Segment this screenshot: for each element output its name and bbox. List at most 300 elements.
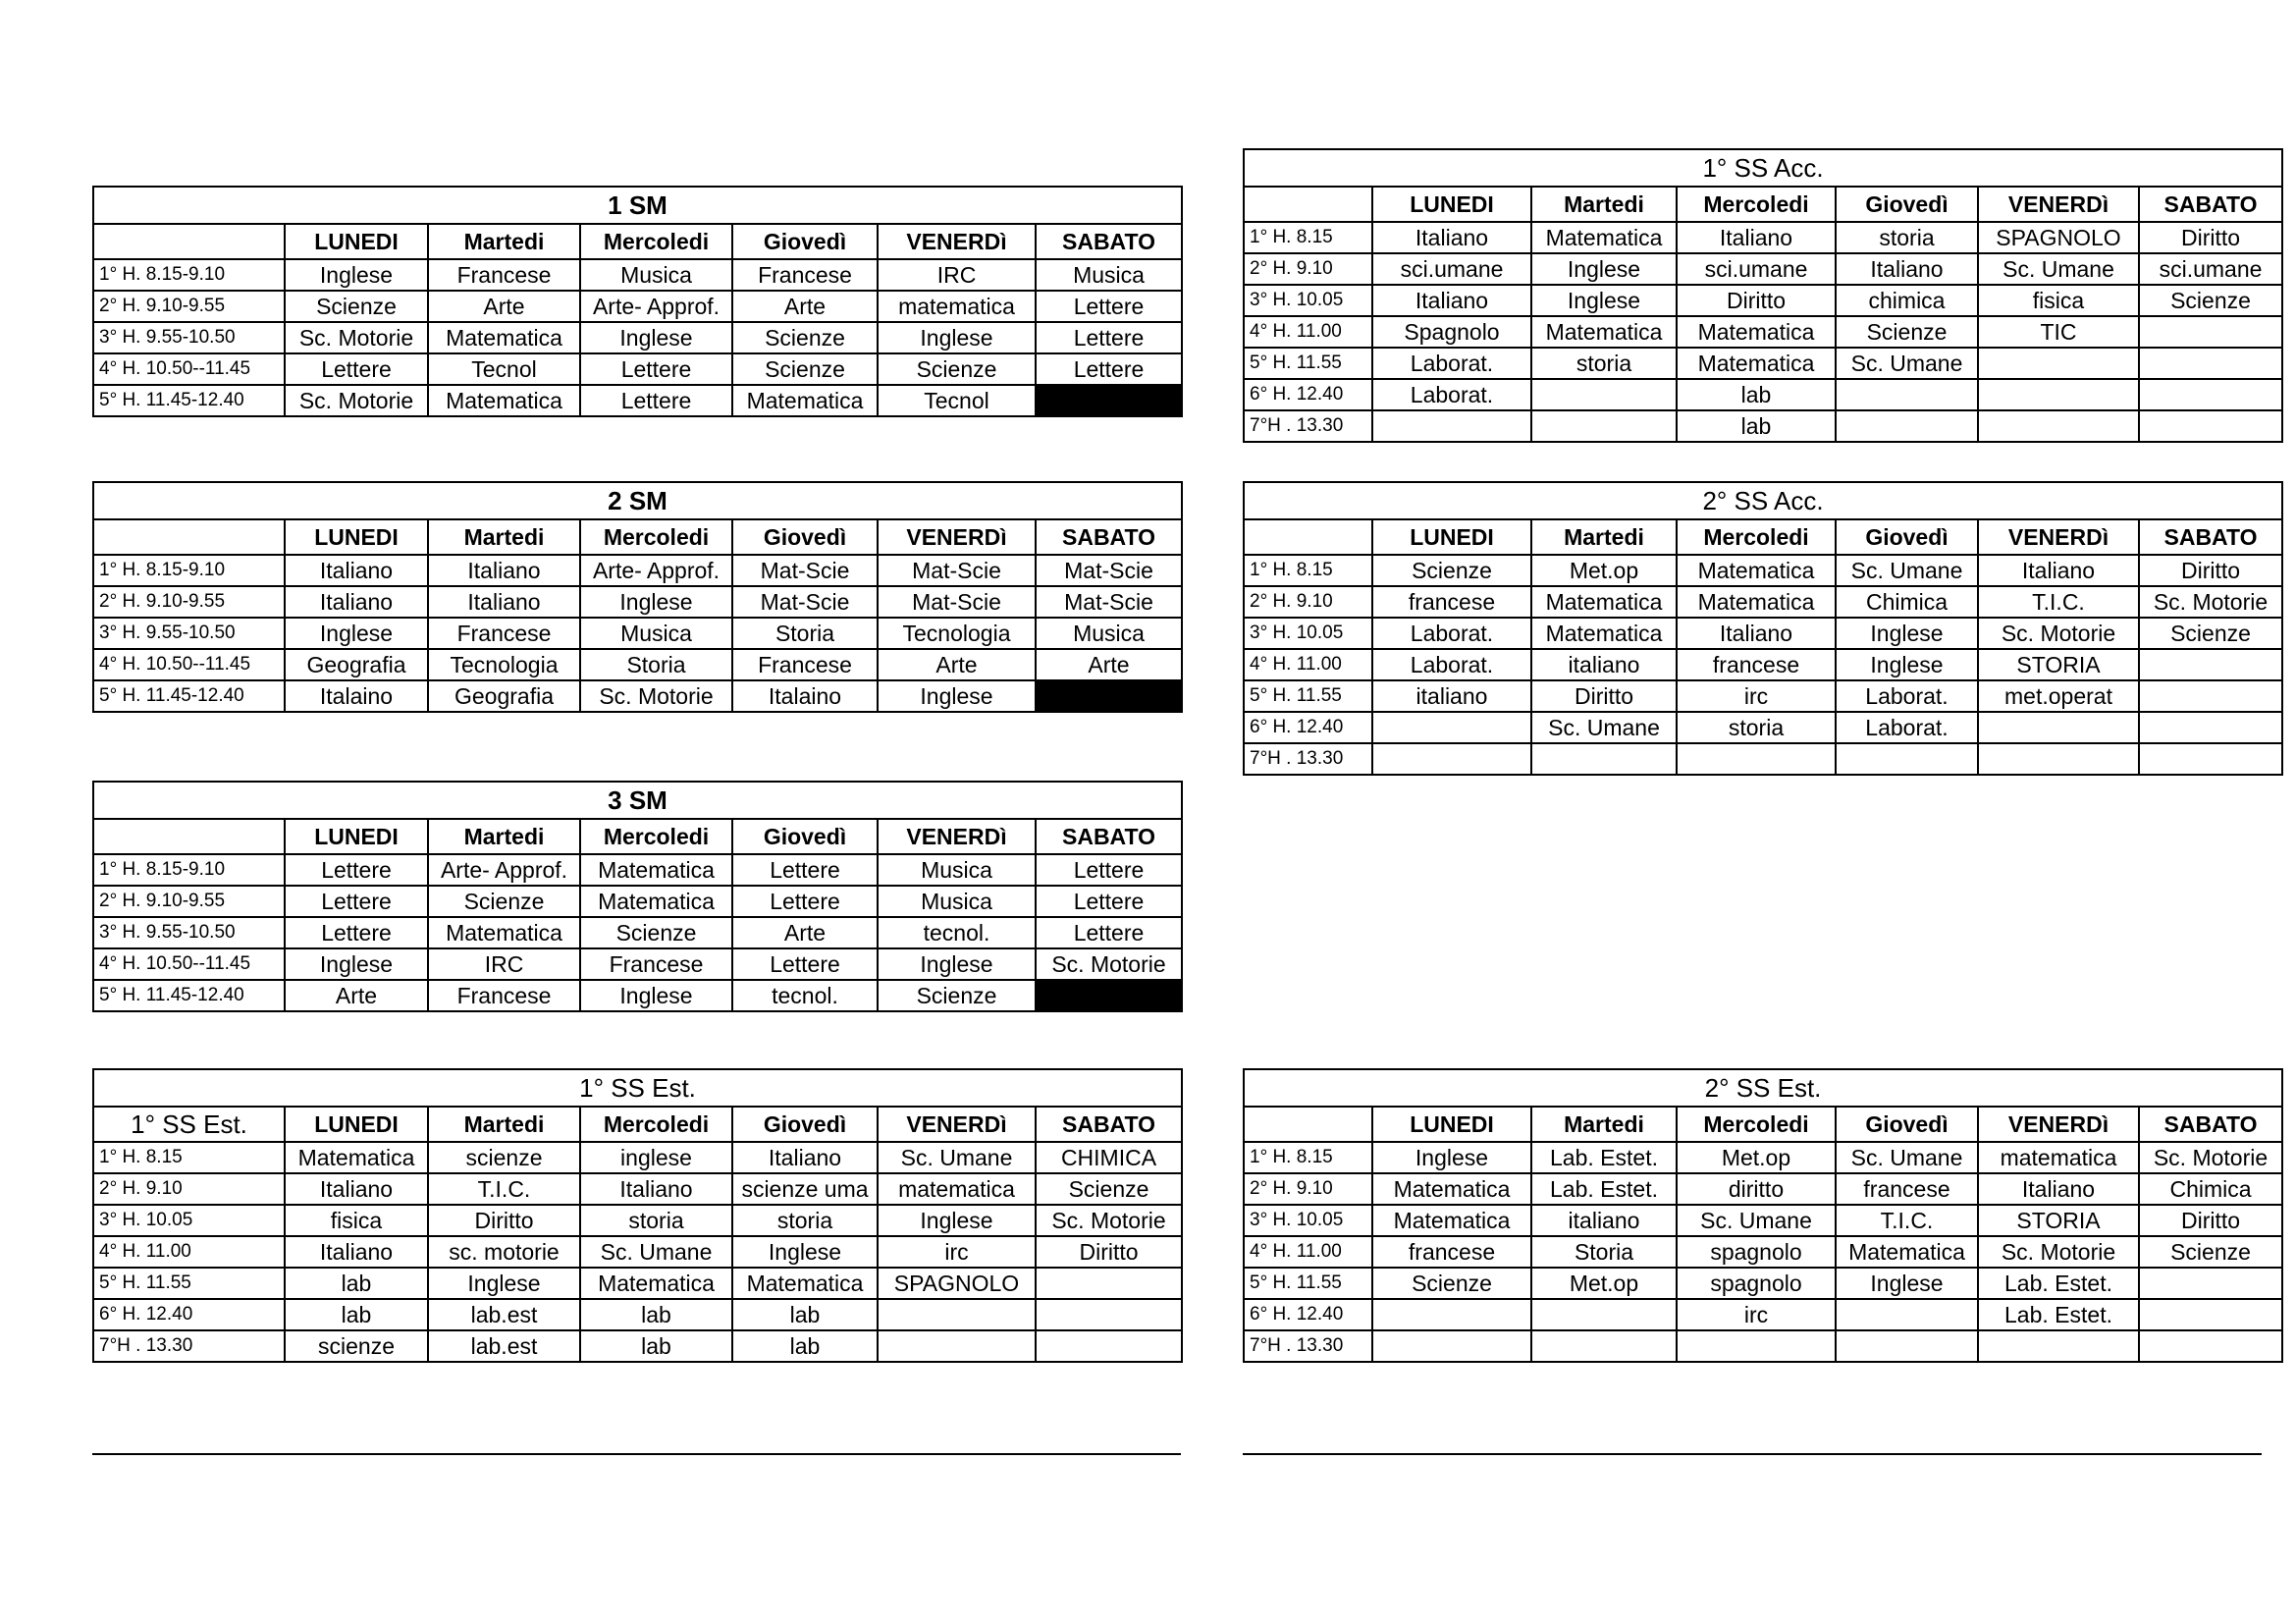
header-corner [1244, 519, 1372, 555]
hour-label: 6° H. 12.40 [1244, 379, 1372, 410]
subject-cell [1978, 712, 2139, 743]
subject-cell: Lettere [732, 948, 878, 980]
bottom-rule-left [92, 1453, 1181, 1455]
subject-cell: Mat-Scie [878, 586, 1036, 618]
subject-cell [1978, 1330, 2139, 1362]
subject-cell [1531, 1330, 1677, 1362]
subject-cell: Musica [878, 854, 1036, 886]
title-row [93, 482, 1182, 519]
table-row [93, 618, 1182, 649]
subject-cell: storia [580, 1205, 732, 1236]
subject-cell: Inglese [428, 1268, 580, 1299]
subject-cell: Italiano [1372, 222, 1531, 253]
table-row [1244, 649, 2282, 680]
table-row [1244, 1142, 2282, 1173]
subject-cell: Scienze [1372, 555, 1531, 586]
table-row [1244, 1299, 2282, 1330]
subject-cell: italiano [1531, 1205, 1677, 1236]
subject-cell: Musica [1036, 259, 1182, 291]
title-row [93, 1069, 1182, 1107]
subject-cell: Mat-Scie [878, 555, 1036, 586]
subject-cell: lab [1677, 410, 1836, 442]
subject-cell: Inglese [732, 1236, 878, 1268]
table-title: 1° SS Acc. [1244, 149, 2282, 187]
blocked-cell [1036, 385, 1182, 416]
day-header: Martedi [428, 819, 580, 854]
table-row [1244, 1330, 2282, 1362]
subject-cell: diritto [1677, 1173, 1836, 1205]
table-row [1244, 1173, 2282, 1205]
subject-cell: Matematica [285, 1142, 428, 1173]
table-row [93, 555, 1182, 586]
subject-cell: Sc. Umane [878, 1142, 1036, 1173]
hour-label: 3° H. 10.05 [93, 1205, 285, 1236]
subject-cell [1836, 379, 1978, 410]
subject-cell: Francese [428, 618, 580, 649]
day-header: Martedi [428, 1107, 580, 1142]
subject-cell: Italiano [1978, 1173, 2139, 1205]
day-header: Martedi [1531, 1107, 1677, 1142]
table-title: 3 SM [93, 782, 1182, 819]
subject-cell: Inglese [1531, 285, 1677, 316]
subject-cell: Lab. Estet. [1531, 1173, 1677, 1205]
timetable-2ss-est [1243, 1068, 2283, 1363]
subject-cell: Sc. Motorie [2139, 1142, 2282, 1173]
subject-cell [1978, 410, 2139, 442]
subject-cell [1036, 1268, 1182, 1299]
subject-cell: scienze uma [732, 1173, 878, 1205]
subject-cell: Matematica [428, 917, 580, 948]
subject-cell: Tecnol [428, 353, 580, 385]
subject-cell: Matematica [1677, 348, 1836, 379]
timetable-1ss-acc [1243, 148, 2283, 443]
table-row [1244, 1236, 2282, 1268]
day-header: Giovedì [732, 1107, 878, 1142]
table-row [1244, 618, 2282, 649]
subject-cell: irc [1677, 1299, 1836, 1330]
hour-label: 4° H. 10.50--11.45 [93, 948, 285, 980]
subject-cell [2139, 743, 2282, 775]
subject-cell: Sc. Umane [1836, 555, 1978, 586]
table-row [1244, 680, 2282, 712]
day-header: Giovedì [732, 819, 878, 854]
header-corner [1244, 187, 1372, 222]
subject-cell: Chimica [2139, 1173, 2282, 1205]
subject-cell: Sc. Umane [1978, 253, 2139, 285]
subject-cell: Matematica [428, 385, 580, 416]
hour-label: 4° H. 11.00 [1244, 316, 1372, 348]
subject-cell: francese [1372, 586, 1531, 618]
table-row [1244, 743, 2282, 775]
subject-cell [1531, 1299, 1677, 1330]
table-row [1244, 253, 2282, 285]
table-row [93, 353, 1182, 385]
subject-cell: Matematica [1677, 316, 1836, 348]
subject-cell: Arte [878, 649, 1036, 680]
subject-cell: Lettere [285, 353, 428, 385]
subject-cell: Sc. Umane [1677, 1205, 1836, 1236]
subject-cell [1531, 379, 1677, 410]
hour-label: 5° H. 11.45-12.40 [93, 680, 285, 712]
subject-cell: Sc. Umane [580, 1236, 732, 1268]
subject-cell: met.operat [1978, 680, 2139, 712]
day-header: VENERDì [878, 1107, 1036, 1142]
hour-label: 4° H. 10.50--11.45 [93, 649, 285, 680]
day-header: VENERDì [1978, 1107, 2139, 1142]
table-row [93, 1205, 1182, 1236]
subject-cell: Met.op [1531, 1268, 1677, 1299]
table-row [1244, 586, 2282, 618]
table-row [1244, 1205, 2282, 1236]
hour-label: 3° H. 9.55-10.50 [93, 917, 285, 948]
subject-cell: Italaino [285, 680, 428, 712]
subject-cell: Scienze [285, 291, 428, 322]
table-row [1244, 1268, 2282, 1299]
header-corner [93, 819, 285, 854]
day-header: SABATO [1036, 1107, 1182, 1142]
subject-cell: Italiano [1372, 285, 1531, 316]
subject-cell: Francese [732, 259, 878, 291]
subject-cell: Diritto [2139, 1205, 2282, 1236]
title-row [93, 782, 1182, 819]
subject-cell: Laborat. [1372, 649, 1531, 680]
hour-label: 2° H. 9.10 [1244, 1173, 1372, 1205]
blocked-cell [1036, 980, 1182, 1011]
timetable-3sm [92, 781, 1183, 1012]
subject-cell: tecnol. [878, 917, 1036, 948]
subject-cell: lab [285, 1268, 428, 1299]
header-corner [93, 519, 285, 555]
subject-cell: sc. motorie [428, 1236, 580, 1268]
subject-cell: Sc. Motorie [2139, 586, 2282, 618]
table-row [93, 385, 1182, 416]
subject-cell: Met.op [1531, 555, 1677, 586]
day-header: Martedi [428, 224, 580, 259]
subject-cell: Sc. Motorie [1036, 1205, 1182, 1236]
table-row [1244, 348, 2282, 379]
subject-cell [1978, 743, 2139, 775]
day-header: LUNEDI [285, 519, 428, 555]
table-row [93, 649, 1182, 680]
subject-cell: storia [1531, 348, 1677, 379]
subject-cell: TIC [1978, 316, 2139, 348]
subject-cell: Mat-Scie [1036, 555, 1182, 586]
subject-cell: Arte [732, 917, 878, 948]
table-row [93, 1268, 1182, 1299]
subject-cell: CHIMICA [1036, 1142, 1182, 1173]
subject-cell: Sc. Motorie [580, 680, 732, 712]
day-header: SABATO [1036, 224, 1182, 259]
subject-cell: Inglese [1372, 1142, 1531, 1173]
table-title: 2° SS Est. [1244, 1069, 2282, 1107]
subject-cell: Matematica [1677, 586, 1836, 618]
subject-cell: Inglese [580, 322, 732, 353]
day-header: SABATO [2139, 1107, 2282, 1142]
subject-cell: matematica [878, 1173, 1036, 1205]
table-row [93, 586, 1182, 618]
subject-cell: Matematica [428, 322, 580, 353]
day-header: VENERDì [1978, 519, 2139, 555]
header-row [93, 519, 1182, 555]
subject-cell: italiano [1531, 649, 1677, 680]
subject-cell: inglese [580, 1142, 732, 1173]
table-row [93, 322, 1182, 353]
subject-cell: Diritto [2139, 222, 2282, 253]
subject-cell: Italiano [428, 555, 580, 586]
subject-cell: Lettere [1036, 886, 1182, 917]
table-row [1244, 712, 2282, 743]
subject-cell: IRC [428, 948, 580, 980]
subject-cell: Tecnologia [878, 618, 1036, 649]
subject-cell: Inglese [878, 322, 1036, 353]
subject-cell: Francese [428, 980, 580, 1011]
subject-cell: Inglese [878, 948, 1036, 980]
hour-label: 6° H. 12.40 [93, 1299, 285, 1330]
day-header: VENERDì [878, 819, 1036, 854]
hour-label: 2° H. 9.10-9.55 [93, 291, 285, 322]
table-row [93, 886, 1182, 917]
subject-cell [1531, 410, 1677, 442]
subject-cell: Francese [732, 649, 878, 680]
subject-cell: Storia [1531, 1236, 1677, 1268]
day-header: Mercoledi [1677, 187, 1836, 222]
subject-cell: Matematica [580, 854, 732, 886]
subject-cell: Laborat. [1836, 712, 1978, 743]
day-header: Mercoledi [1677, 519, 1836, 555]
table-row [93, 854, 1182, 886]
subject-cell: francese [1836, 1173, 1978, 1205]
hour-label: 6° H. 12.40 [1244, 1299, 1372, 1330]
timetable-1sm [92, 186, 1183, 417]
subject-cell [2139, 348, 2282, 379]
header-row [93, 224, 1182, 259]
subject-cell: Inglese [878, 680, 1036, 712]
subject-cell: Laborat. [1372, 618, 1531, 649]
day-header: VENERDì [878, 519, 1036, 555]
subject-cell: Musica [580, 618, 732, 649]
subject-cell [2139, 1268, 2282, 1299]
subject-cell: Matematica [1531, 316, 1677, 348]
subject-cell: Sc. Motorie [1036, 948, 1182, 980]
table-row [1244, 555, 2282, 586]
subject-cell: Scienze [1036, 1173, 1182, 1205]
subject-cell: Mat-Scie [732, 586, 878, 618]
subject-cell: spagnolo [1677, 1236, 1836, 1268]
subject-cell: italiano [1372, 680, 1531, 712]
subject-cell: Italiano [428, 586, 580, 618]
subject-cell: Lettere [285, 854, 428, 886]
hour-label: 5° H. 11.55 [1244, 1268, 1372, 1299]
subject-cell: Musica [878, 886, 1036, 917]
subject-cell: storia [1836, 222, 1978, 253]
hour-label: 1° H. 8.15-9.10 [93, 259, 285, 291]
subject-cell: Scienze [732, 353, 878, 385]
header-corner [93, 224, 285, 259]
table-row [1244, 316, 2282, 348]
subject-cell: Geografia [428, 680, 580, 712]
subject-cell [2139, 410, 2282, 442]
header-corner [1244, 1107, 1372, 1142]
subject-cell: Matematica [1836, 1236, 1978, 1268]
hour-label: 2° H. 9.10-9.55 [93, 586, 285, 618]
day-header: LUNEDI [1372, 187, 1531, 222]
day-header: VENERDì [1978, 187, 2139, 222]
subject-cell: Italiano [285, 555, 428, 586]
subject-cell: Laborat. [1372, 379, 1531, 410]
day-header: Mercoledi [1677, 1107, 1836, 1142]
subject-cell [1836, 1299, 1978, 1330]
subject-cell: tecnol. [732, 980, 878, 1011]
subject-cell: Italiano [285, 586, 428, 618]
subject-cell [1677, 743, 1836, 775]
hour-label: 3° H. 9.55-10.50 [93, 618, 285, 649]
subject-cell: IRC [878, 259, 1036, 291]
day-header: SABATO [1036, 519, 1182, 555]
subject-cell: Italiano [1836, 253, 1978, 285]
day-header: Martedi [428, 519, 580, 555]
day-header: Giovedì [1836, 187, 1978, 222]
subject-cell: Musica [1036, 618, 1182, 649]
subject-cell [2139, 379, 2282, 410]
subject-cell: storia [1677, 712, 1836, 743]
subject-cell: Tecnol [878, 385, 1036, 416]
subject-cell: scienze [428, 1142, 580, 1173]
title-row [93, 187, 1182, 224]
hour-label: 7°H . 13.30 [1244, 1330, 1372, 1362]
subject-cell: Storia [732, 618, 878, 649]
hour-label: 4° H. 10.50--11.45 [93, 353, 285, 385]
hour-label: 3° H. 10.05 [1244, 618, 1372, 649]
header-row [1244, 519, 2282, 555]
subject-cell [1978, 348, 2139, 379]
day-header: SABATO [1036, 819, 1182, 854]
subject-cell: T.I.C. [428, 1173, 580, 1205]
subject-cell: irc [1677, 680, 1836, 712]
subject-cell [1372, 1299, 1531, 1330]
hour-label: 1° H. 8.15 [1244, 555, 1372, 586]
subject-cell [2139, 1299, 2282, 1330]
day-header: SABATO [2139, 519, 2282, 555]
hour-label: 5° H. 11.55 [93, 1268, 285, 1299]
hour-label: 3° H. 10.05 [1244, 1205, 1372, 1236]
table-title: 2° SS Acc. [1244, 482, 2282, 519]
subject-cell: Lettere [1036, 917, 1182, 948]
subject-cell: Scienze [1372, 1268, 1531, 1299]
subject-cell [1836, 743, 1978, 775]
day-header: LUNEDI [1372, 1107, 1531, 1142]
subject-cell: irc [878, 1236, 1036, 1268]
day-header: VENERDì [878, 224, 1036, 259]
hour-label: 1° H. 8.15-9.10 [93, 854, 285, 886]
subject-cell: matematica [1978, 1142, 2139, 1173]
header-row [93, 1107, 1182, 1142]
day-header: Martedi [1531, 519, 1677, 555]
table-row [93, 680, 1182, 712]
subject-cell: Matematica [1531, 222, 1677, 253]
subject-cell: Sc. Motorie [1978, 1236, 2139, 1268]
table-row [93, 1142, 1182, 1173]
subject-cell: Inglese [878, 1205, 1036, 1236]
subject-cell: Mat-Scie [732, 555, 878, 586]
subject-cell: Francese [580, 948, 732, 980]
hour-label: 2° H. 9.10 [1244, 586, 1372, 618]
subject-cell: Diritto [1677, 285, 1836, 316]
subject-cell: Inglese [580, 980, 732, 1011]
bottom-rule-right [1243, 1453, 2262, 1455]
timetable-2ss-acc [1243, 481, 2283, 776]
hour-label: 7°H . 13.30 [1244, 410, 1372, 442]
subject-cell: Diritto [1036, 1236, 1182, 1268]
subject-cell [878, 1330, 1036, 1362]
hour-label: 4° H. 11.00 [1244, 1236, 1372, 1268]
subject-cell: Diritto [428, 1205, 580, 1236]
subject-cell: STORIA [1978, 1205, 2139, 1236]
subject-cell: Mat-Scie [1036, 586, 1182, 618]
subject-cell: Geografia [285, 649, 428, 680]
subject-cell: Scienze [878, 980, 1036, 1011]
subject-cell: Italiano [285, 1173, 428, 1205]
title-row [1244, 149, 2282, 187]
day-header: Mercoledi [580, 819, 732, 854]
table-row [1244, 410, 2282, 442]
subject-cell: Laborat. [1372, 348, 1531, 379]
subject-cell: storia [732, 1205, 878, 1236]
subject-cell: Lab. Estet. [1531, 1142, 1677, 1173]
subject-cell: lab.est [428, 1299, 580, 1330]
subject-cell: Lab. Estet. [1978, 1268, 2139, 1299]
subject-cell: Scienze [2139, 618, 2282, 649]
table-title: 1° SS Est. [93, 1069, 1182, 1107]
subject-cell: Inglese [285, 259, 428, 291]
subject-cell: Chimica [1836, 586, 1978, 618]
subject-cell: SPAGNOLO [878, 1268, 1036, 1299]
header-row [93, 819, 1182, 854]
day-header: Martedi [1531, 187, 1677, 222]
subject-cell: Inglese [1531, 253, 1677, 285]
subject-cell: Musica [580, 259, 732, 291]
subject-cell: Italaino [732, 680, 878, 712]
day-header: LUNEDI [285, 819, 428, 854]
header-row [1244, 187, 2282, 222]
subject-cell: Lettere [732, 854, 878, 886]
hour-label: 2° H. 9.10-9.55 [93, 886, 285, 917]
blocked-cell [1036, 680, 1182, 712]
subject-cell [1978, 379, 2139, 410]
day-header: Giovedì [732, 224, 878, 259]
subject-cell: Arte- Approf. [580, 291, 732, 322]
table-row [93, 948, 1182, 980]
subject-cell: francese [1677, 649, 1836, 680]
subject-cell: sci.umane [2139, 253, 2282, 285]
hour-label: 5° H. 11.45-12.40 [93, 385, 285, 416]
header-row [1244, 1107, 2282, 1142]
hour-label: 7°H . 13.30 [93, 1330, 285, 1362]
subject-cell: lab.est [428, 1330, 580, 1362]
day-header: Giovedì [1836, 1107, 1978, 1142]
subject-cell: Lettere [1036, 291, 1182, 322]
subject-cell: Arte [428, 291, 580, 322]
day-header: Mercoledi [580, 224, 732, 259]
subject-cell: Matematica [580, 886, 732, 917]
subject-cell: Met.op [1677, 1142, 1836, 1173]
subject-cell: fisica [285, 1205, 428, 1236]
subject-cell: Arte- Approf. [580, 555, 732, 586]
hour-label: 1° H. 8.15 [93, 1142, 285, 1173]
subject-cell: Lettere [580, 353, 732, 385]
table-row [93, 980, 1182, 1011]
table-row [93, 1173, 1182, 1205]
subject-cell: Diritto [2139, 555, 2282, 586]
